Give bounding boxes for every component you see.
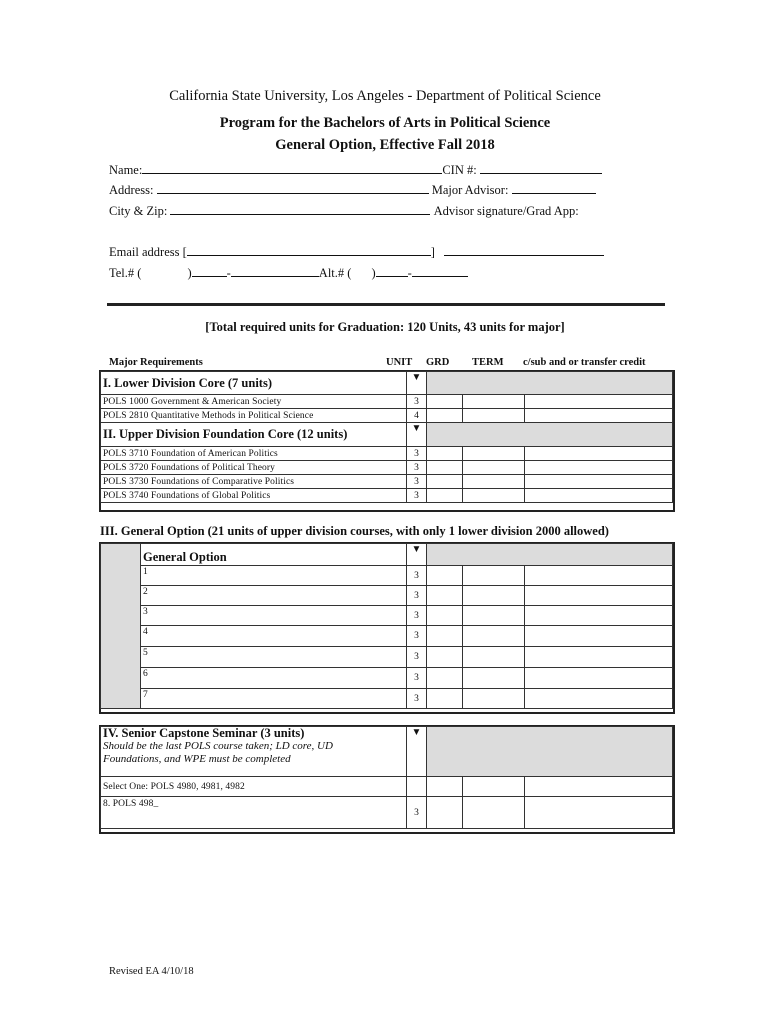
course-name: POLS 3730 Foundations of Comparative Politics <box>101 475 407 489</box>
grade-cell[interactable] <box>427 586 463 606</box>
tel-number-field[interactable] <box>231 265 319 277</box>
alt-number-field[interactable] <box>412 265 468 277</box>
term-cell[interactable] <box>463 777 525 797</box>
section2-shade <box>427 423 673 447</box>
name-label: Name: <box>109 163 143 177</box>
credit-cell[interactable] <box>525 797 673 829</box>
select-one-label: Select One: POLS 4980, 4981, 4982 <box>101 777 407 797</box>
credit-cell[interactable] <box>525 647 673 668</box>
tel-paren: ) <box>187 266 192 280</box>
units-cell <box>407 777 427 797</box>
course-units: 3 <box>407 461 427 475</box>
table-row <box>101 395 673 409</box>
cin-label: CIN #: <box>442 163 477 177</box>
row-number[interactable]: 6 <box>141 668 407 689</box>
credit-cell[interactable] <box>525 447 673 461</box>
grade-cell[interactable] <box>427 797 463 829</box>
course-units: 3 <box>407 797 427 829</box>
course-name: POLS 3710 Foundation of American Politics <box>101 447 407 461</box>
table-row <box>101 606 673 626</box>
credit-cell[interactable] <box>525 606 673 626</box>
table-row <box>101 777 673 797</box>
term-cell[interactable] <box>463 409 525 423</box>
course-units: 3 <box>407 566 427 586</box>
section3-side-shade <box>101 544 141 709</box>
course-name: POLS 3740 Foundations of Global Politics <box>101 489 407 503</box>
section4-shade <box>427 727 673 777</box>
row-number[interactable]: 1 <box>141 566 407 586</box>
term-cell[interactable] <box>463 668 525 689</box>
section4-note-line2: Foundations, and WPE must be completed <box>103 753 291 765</box>
term-cell[interactable] <box>463 395 525 409</box>
address-field[interactable] <box>157 182 429 194</box>
tel-prefix-field[interactable] <box>192 265 227 277</box>
credit-cell[interactable] <box>525 626 673 647</box>
section4-header-row <box>101 727 673 777</box>
email-bracket: ] <box>430 245 435 259</box>
course-units: 3 <box>407 586 427 606</box>
dropdown-arrow-icon[interactable]: ▼ <box>407 423 427 447</box>
col-credit: c/sub and or transfer credit <box>523 357 646 368</box>
row-number[interactable]: 3 <box>141 606 407 626</box>
course-units: 3 <box>407 647 427 668</box>
table-row <box>101 447 673 461</box>
table-row <box>101 566 673 586</box>
term-cell[interactable] <box>463 461 525 475</box>
course-units: 3 <box>407 626 427 647</box>
term-cell[interactable] <box>463 689 525 709</box>
section2-header-row <box>101 423 673 447</box>
alt-prefix-field[interactable] <box>376 265 408 277</box>
course-units: 4 <box>407 409 427 423</box>
term-cell[interactable] <box>463 606 525 626</box>
term-cell[interactable] <box>463 586 525 606</box>
grade-cell[interactable] <box>427 606 463 626</box>
credit-cell[interactable] <box>525 409 673 423</box>
credit-cell[interactable] <box>525 586 673 606</box>
address-label: Address: <box>109 183 154 197</box>
grade-cell[interactable] <box>427 689 463 709</box>
alt-dash: - <box>407 266 412 280</box>
name-field[interactable] <box>142 162 442 174</box>
credit-cell[interactable] <box>525 489 673 503</box>
section3-shade <box>427 544 673 566</box>
table-row <box>101 475 673 489</box>
credit-cell[interactable] <box>525 475 673 489</box>
pols-498-label[interactable]: 8. POLS 498_ <box>101 797 407 829</box>
table-row <box>101 626 673 647</box>
table-row <box>101 586 673 606</box>
term-cell[interactable] <box>463 566 525 586</box>
col-unit: UNIT <box>386 357 413 368</box>
col-grd: GRD <box>426 357 450 368</box>
program-title: Program for the Bachelors of Arts in Political Science <box>219 115 551 131</box>
tel-label: Tel.# ( <box>109 266 142 280</box>
dropdown-arrow-icon[interactable]: ▼ <box>407 727 427 777</box>
credit-cell[interactable] <box>525 395 673 409</box>
section4-note-line1: Should be the last POLS course taken; LD core, UD <box>103 740 333 752</box>
grade-cell[interactable] <box>427 626 463 647</box>
col-major-requirements: Major Requirements <box>109 357 203 368</box>
term-cell[interactable] <box>463 626 525 647</box>
grade-cell[interactable] <box>427 668 463 689</box>
row-number[interactable]: 4 <box>141 626 407 647</box>
credit-cell[interactable] <box>525 461 673 475</box>
city-row <box>109 203 579 219</box>
advisor-signature-label: Advisor signature/Grad App: <box>433 204 579 218</box>
general-option-table <box>100 543 673 709</box>
course-name: POLS 2810 Quantitative Methods in Political Science <box>101 409 407 423</box>
tel-dash: - <box>226 266 231 280</box>
grade-cell[interactable] <box>427 395 463 409</box>
course-units: 3 <box>407 668 427 689</box>
major-advisor-field[interactable] <box>512 182 596 194</box>
course-units: 3 <box>407 689 427 709</box>
city-zip-field[interactable] <box>170 203 430 215</box>
section4-title: IV. Senior Capstone Seminar (3 units) <box>103 726 305 740</box>
course-name: POLS 3720 Foundations of Political Theory <box>101 461 407 475</box>
row-number[interactable]: 7 <box>141 689 407 709</box>
course-units: 3 <box>407 447 427 461</box>
course-name: POLS 1000 Government & American Society <box>101 395 407 409</box>
credit-cell[interactable] <box>525 668 673 689</box>
divider-rule <box>107 303 665 306</box>
total-units-note: [Total required units for Graduation: 120 Units, 43 units for major] <box>205 320 565 334</box>
credit-cell[interactable] <box>525 777 673 797</box>
advisor-signature-field[interactable] <box>444 244 604 256</box>
section1-shade <box>427 372 673 395</box>
grade-cell[interactable] <box>427 447 463 461</box>
grade-cell[interactable] <box>427 489 463 503</box>
table-row <box>101 668 673 689</box>
grade-cell[interactable] <box>427 777 463 797</box>
course-units: 3 <box>407 395 427 409</box>
section3-title: III. General Option (21 units of upper division courses, with only 1 lower division 2000 allowed) <box>100 524 609 538</box>
revision-note: Revised EA 4/10/18 <box>109 966 194 977</box>
row-number[interactable]: 5 <box>141 647 407 668</box>
alt-paren: ) <box>371 266 376 280</box>
col-term: TERM <box>472 357 504 368</box>
credit-cell[interactable] <box>525 566 673 586</box>
course-units: 3 <box>407 475 427 489</box>
tel-row <box>109 265 468 281</box>
alt-label: Alt.# ( <box>318 266 352 280</box>
cin-field[interactable] <box>480 162 602 174</box>
term-cell[interactable] <box>463 797 525 829</box>
grade-cell[interactable] <box>427 409 463 423</box>
email-label: Email address [ <box>109 245 187 259</box>
email-row <box>109 244 604 260</box>
major-advisor-label: Major Advisor: <box>431 183 509 197</box>
term-cell[interactable] <box>463 489 525 503</box>
grade-cell[interactable] <box>427 647 463 668</box>
name-row <box>109 162 602 178</box>
general-option-header: General Option <box>141 544 407 566</box>
grade-cell[interactable] <box>427 461 463 475</box>
address-row <box>109 182 596 198</box>
course-units: 3 <box>407 489 427 503</box>
option-title: General Option, Effective Fall 2018 <box>275 137 495 153</box>
term-cell[interactable] <box>463 475 525 489</box>
section2-title: II. Upper Division Foundation Core (12 units) <box>101 423 407 447</box>
grade-cell[interactable] <box>427 475 463 489</box>
table-row <box>101 689 673 709</box>
term-cell[interactable] <box>463 647 525 668</box>
table-row <box>101 797 673 829</box>
table-row <box>101 489 673 503</box>
institution-title: California State University, Los Angeles - Department of Political Science <box>169 88 601 104</box>
credit-cell[interactable] <box>525 689 673 709</box>
section1-header-row <box>101 372 673 395</box>
table-row <box>101 647 673 668</box>
city-zip-label: City & Zip: <box>109 204 168 218</box>
term-cell[interactable] <box>463 447 525 461</box>
section4-heading <box>101 727 407 777</box>
row-number[interactable]: 2 <box>141 586 407 606</box>
core-table <box>100 371 673 503</box>
section1-title: I. Lower Division Core (7 units) <box>101 372 407 395</box>
capstone-table <box>100 726 673 829</box>
table-row <box>101 461 673 475</box>
grade-cell[interactable] <box>427 566 463 586</box>
dropdown-arrow-icon[interactable]: ▼ <box>407 372 427 395</box>
section3-header-row <box>101 544 673 566</box>
course-units: 3 <box>407 606 427 626</box>
dropdown-arrow-icon[interactable]: ▼ <box>407 544 427 566</box>
table-row <box>101 409 673 423</box>
email-field[interactable] <box>187 244 431 256</box>
